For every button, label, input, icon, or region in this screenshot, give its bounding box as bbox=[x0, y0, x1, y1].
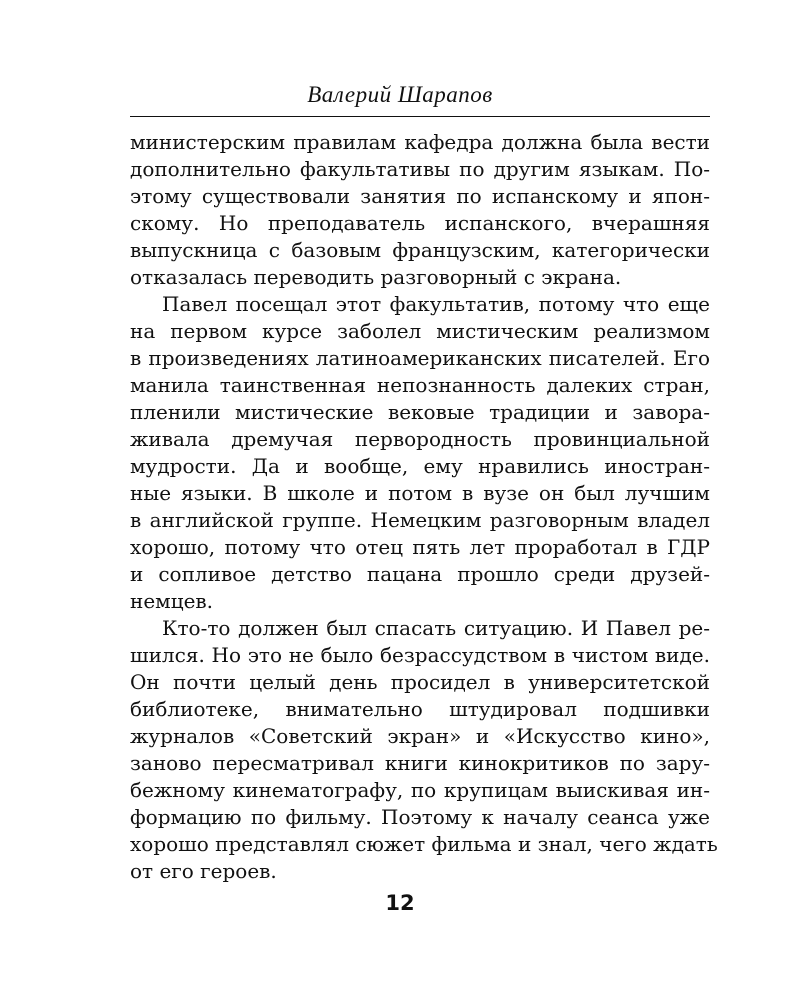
text-line: Он почти целый день просидел в университетской bbox=[130, 670, 710, 694]
text-line: в произведениях латиноамериканских писателей. Его bbox=[130, 346, 710, 370]
text-line: отказалась переводить разговорный с экрана. bbox=[130, 265, 622, 289]
text-line: хорошо представлял сюжет фильма и знал, чего ждать bbox=[130, 832, 718, 856]
text-line: от его героев. bbox=[130, 859, 277, 883]
text-line: журналов «Советский экран» и «Искусство кино», bbox=[130, 724, 710, 748]
text-line: мудрости. Да и вообще, ему нравились иностран- bbox=[130, 454, 710, 478]
text-line: формацию по фильму. Поэтому к началу сеанса уже bbox=[130, 805, 710, 829]
text-line: ные языки. В школе и потом в вузе он был лучшим bbox=[130, 481, 710, 505]
text-line: хорошо, потому что отец пять лет проработал в ГДР bbox=[130, 535, 710, 559]
header-rule bbox=[130, 116, 710, 117]
text-line: немцев. bbox=[130, 589, 214, 613]
text-line: пленили мистические вековые традиции и завора- bbox=[130, 400, 710, 424]
text-line: живала дремучая первородность провинциальной bbox=[130, 427, 710, 451]
body-text bbox=[130, 129, 718, 885]
text-line: заново пересматривал книги кинокритиков по зару- bbox=[130, 751, 710, 775]
text-line: на первом курсе заболел мистическим реализмом bbox=[130, 319, 710, 343]
text-line: в английской группе. Немецким разговорным владел bbox=[130, 508, 710, 532]
text-line: и сопливое детство пацана прошло среди друзей- bbox=[130, 562, 710, 586]
text-line: шился. Но это не было безрассудством в чистом виде. bbox=[130, 643, 710, 667]
running-head-author: Валерий Шарапов bbox=[307, 82, 493, 107]
page-number: 12 bbox=[385, 891, 415, 915]
text-line: скому. Но преподаватель испанского, вчерашняя bbox=[130, 211, 710, 235]
paragraph-start-line: Павел посещал этот факультатив, потому что еще bbox=[162, 292, 710, 316]
text-line: этому существовали занятия по испанскому и япон- bbox=[130, 184, 710, 208]
text-line: библиотеке, внимательно штудировал подшивки bbox=[130, 697, 710, 721]
text-line: манила таинственная непознанность далеких стран, bbox=[130, 373, 710, 397]
text-line: бежному кинематографу, по крупицам выискивая ин- bbox=[130, 778, 710, 802]
text-line: выпускница с базовым французским, категорически bbox=[130, 238, 710, 262]
text-line: дополнительно факультативы по другим языкам. По- bbox=[130, 157, 710, 181]
text-line: министерским правилам кафедра должна была вести bbox=[130, 130, 710, 154]
paragraph-start-line: Кто-то должен был спасать ситуацию. И Павел ре- bbox=[162, 616, 710, 640]
